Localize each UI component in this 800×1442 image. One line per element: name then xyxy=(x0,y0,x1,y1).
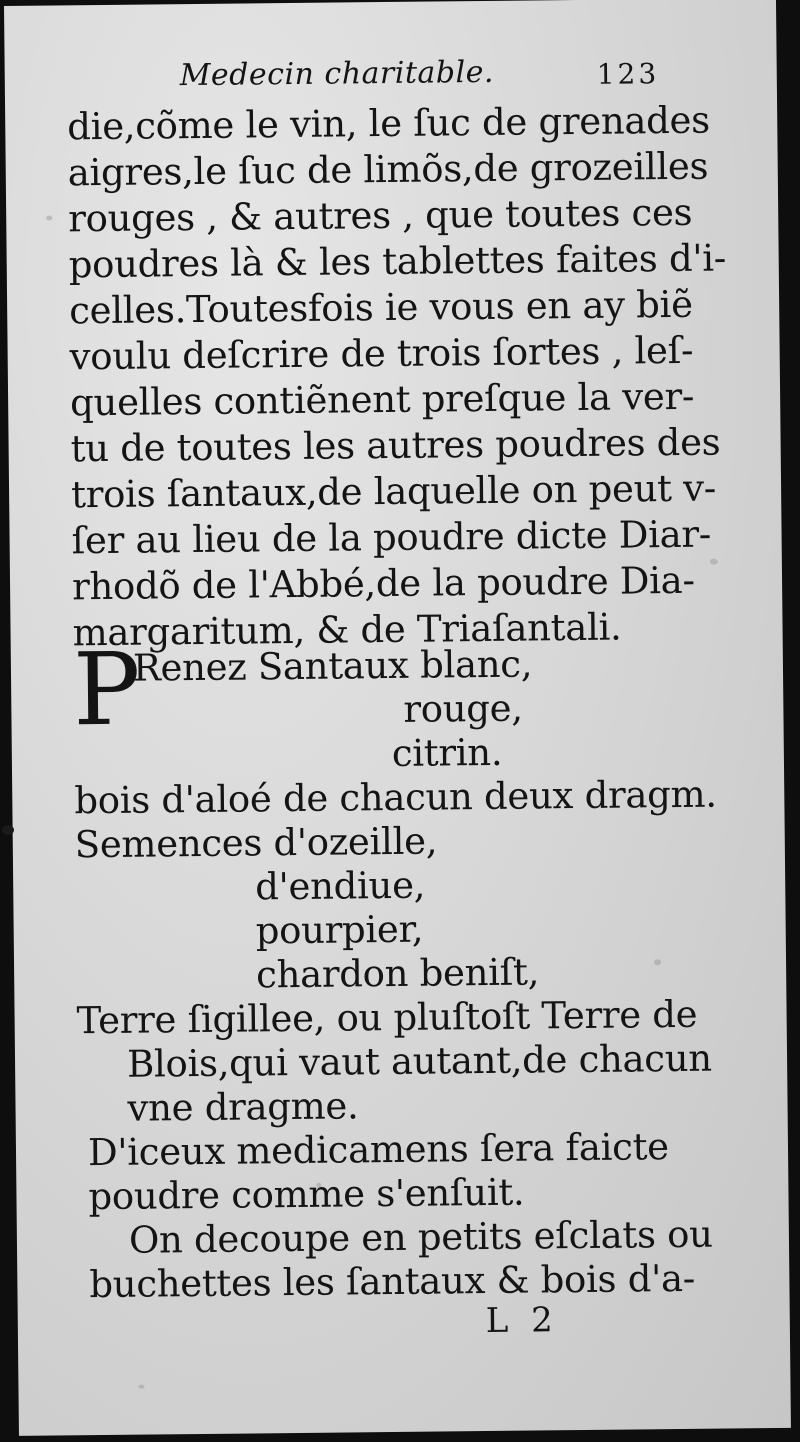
recipe-line: chardon beniſt, xyxy=(255,950,540,997)
recipe-line: citrin. xyxy=(391,730,503,775)
body-line: margaritum, & de Triaſantali. xyxy=(72,605,622,655)
book-page xyxy=(4,0,791,1436)
page-text xyxy=(4,0,791,1436)
page-number: 123 xyxy=(596,57,660,91)
recipe-line: D'iceux medicamens ſera faicte xyxy=(87,1125,669,1175)
drop-cap: P xyxy=(72,630,142,749)
recipe-line: pourpier, xyxy=(255,907,424,953)
body-line: voulu deſcrire de trois ſortes , leſ- xyxy=(69,328,694,379)
recipe-line: Semences d'ozeille, xyxy=(74,819,438,867)
recipe-line: vne dragme. xyxy=(127,1084,359,1130)
body-line: celles.Toutesfois ie vous en ay biẽ xyxy=(68,282,693,333)
recipe-line: d'endiue, xyxy=(255,863,426,909)
recipe-line: Blois,qui vaut autant,de chacun xyxy=(126,1036,713,1086)
body-line: rouges , & autres , que toutes ces xyxy=(68,190,693,241)
recipe-line: rouge, xyxy=(403,686,523,731)
running-title: Medecin charitable. xyxy=(179,54,495,94)
signature-mark: L 2 xyxy=(485,1300,560,1342)
body-line: aigres,le ſuc de limõs,de grozeilles xyxy=(67,144,709,195)
body-line: die,cõme le vin, le ſuc de grenades xyxy=(67,98,711,149)
recipe-line: Terre ſigillee, ou pluſtoſt Terre de xyxy=(76,992,698,1043)
body-line: poudres là & les tablettes faites d'i- xyxy=(68,236,727,287)
recipe-line: On decoupe en petits eſclats ou xyxy=(128,1212,713,1262)
body-line: ſer au lieu de la poudre dicte Diar- xyxy=(71,512,712,563)
body-line: tu de toutes les autres poudres des xyxy=(70,420,721,471)
recipe-first-line: Renez Santaux blanc, xyxy=(132,642,533,690)
recipe-line: bois d'aloé de chacun deux dragm. xyxy=(74,772,717,823)
recipe-line: poudre comme s'enſuit. xyxy=(88,1170,525,1219)
margin-mark xyxy=(2,825,14,835)
recipe-line: buchettes les ſantaux & bois d'a- xyxy=(89,1256,696,1307)
body-line: trois ſantaux,de laquelle on peut v- xyxy=(70,466,717,517)
body-line: rhodõ de l'Abbé,de la poudre Dia- xyxy=(71,558,695,609)
body-line: quelles contiẽnent preſque la ver- xyxy=(69,374,695,425)
